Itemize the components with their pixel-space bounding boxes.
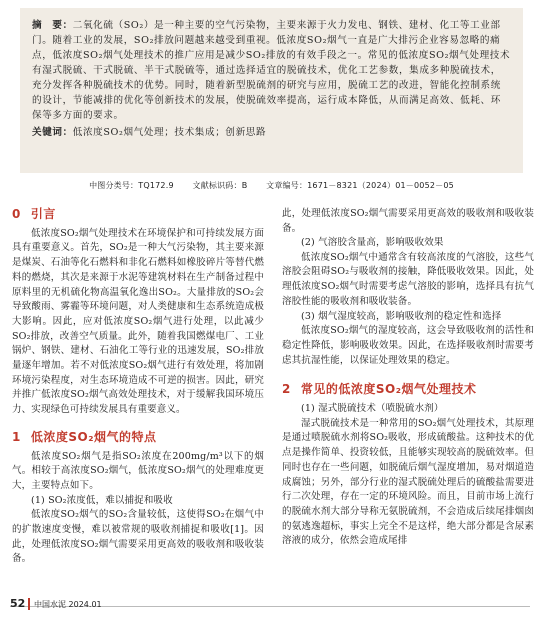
s2-paragraph-1: 湿式脱硫技术是一种常用的SO₂烟气处理技术，其原理是通过喷脱硫水剂将SO₂吸收，形成硫酸盐。这种技术的优点是操作简单、投资较低，且能够实现较高的脱硫效率。但同时也存在一些问题，如脱硫后烟气湿度增加，易对烟道造成腐蚀；另外，部分行业的湿式脱硫处理后的硫酸盐需要进行二次处理，存在一定的环境风险。而且，目前市场上流行的脱硫水剂大部分导称无氨脱硫剂，不会造成后续尾排烟囱的氨逃逸超标，事实上完全不是这样，绝大部分都是含尿素溶液的成分，依然会造成尾排: [282, 417, 534, 547]
section-title: 低浓度SO₂烟气的特点: [30, 429, 157, 444]
intro-paragraph: 低浓度SO₂烟气处理技术在环境保护和可持续发展方面具有重要意义。首先，SO₂是一种大气污染物，其主要来源是煤炭、石油等化石燃料和非化石燃料如橡胶碎片等替代燃料的燃烧，其次是来源于水泥等建筑材料在生产制备过程中原料里的无机硫化物高温氧化逸出SO₂。大量排放的SO₂会导致酸雨、雾霾等环境问题，对人类健康和生态系统造成极大影响。因此，应对低浓度SO₂烟气进行处理，以此减少SO₂排放，改善空气质量。此外，随着我国燃煤电厂、工业锅炉、钢铁、建材、石油化工等行业的迅速发展，SO₂排放量逐年增加。若不对低浓度SO₂烟气进行有效处理，将加剧环境污染程度，对生态环境造成不可逆的损害。因此，研究并推广低浓度SO₂烟气高效处理技术，对于缓解我国环境压力、实现绿色可持续发展具有重要意义。: [12, 227, 264, 416]
s1-paragraph-3: 低浓度SO₂烟气中通常含有较高浓度的气溶胶，这些气溶胶会阻碍SO₂与吸收剂的接触，降低吸收效果。因此，处理低浓度SO₂烟气时需要考虑气溶胶的影响，选择具有抗气溶胶性能的吸收剂和吸收装备。: [282, 251, 534, 307]
section-heading-2: [282, 382, 534, 397]
keywords-text: 低浓度SO₂烟气处理；技术集成；创新思路: [72, 127, 267, 138]
section-number: 0: [12, 207, 21, 221]
abstract-paragraph: [32, 18, 511, 123]
s2-subheading-1: (1) 湿式脱硫技术（喷脱硫水剂）: [301, 403, 444, 415]
section-heading-1: [12, 430, 264, 445]
left-column: [12, 207, 264, 565]
journal-name: 中国水泥 2024.01: [34, 600, 102, 609]
article-number: 文章编号：1671－8321（2024）01－0052－05: [266, 181, 454, 190]
abstract-text: 二氧化硫（SO₂）是一种主要的空气污染物，主要来源于火力发电、钢铁、建材、化工等工业部门。随着工业的发展，SO₂排放问题越来越受到重视。低浓度SO₂烟气一直是广大排污企业容易忽略的痛点，低浓度SO₂烟气处理技术的推广应用是减少SO₂排放的有效手段之一。常见的低浓度SO₂烟气处理技术有湿式脱硫、干式脱硫、半干式脱硫等，通过选择适宜的脱硫技术，优化工艺参数，集成多种脱硫技术，充分发挥各种脱硫技术的优势。同时，随着新型脱硫剂的研究与应用，脱硫工艺的改进，智能化控制系统的设计，节能减排的优化等创新技术的发展，使脱硫效率提高，运行成本降低，从而满足高效、低耗、环保等多方面的要求。: [32, 20, 511, 121]
s1-subheading-2: (2) 气溶胶含量高，影响吸收效果: [301, 237, 444, 248]
clc-number: 中图分类号：TQ172.9: [89, 181, 174, 190]
page-footer: [0, 594, 543, 627]
s1-paragraph-4: 低浓度SO₂烟气的湿度较高，这会导致吸收剂的活性和稳定性降低，影响吸收效果。因此，在选择吸收剂时需要考虑其抗湿性能，以保证处理效果的稳定。: [282, 325, 534, 366]
abstract-box: [20, 8, 523, 173]
footer-accent-bar: [28, 598, 30, 610]
section-number: 2: [282, 382, 291, 397]
s1-paragraph-1: 低浓度SO₂烟气是指SO₂浓度在200mg/m³以下的烟气。相较于高浓度SO₂烟气，低浓度SO₂烟气的处理难度更大，主要特点如下。: [12, 450, 264, 491]
s1-paragraph-2-cont: 此，处理低浓度SO₂烟气需要采用更高效的吸收剂和吸收装备。: [282, 208, 534, 234]
abstract-label: 摘 要：: [32, 20, 73, 31]
document-code: 文献标识码：B: [192, 181, 248, 190]
page-number: 52: [10, 597, 26, 610]
keywords-line: [32, 125, 511, 140]
section-heading-intro: [12, 207, 264, 222]
s1-subheading-1: (1) SO₂浓度低，难以捕捉和吸收: [31, 494, 173, 506]
s1-paragraph-2: 低浓度SO₂烟气的SO₂含量较低，这使得SO₂在烟气中的扩散速度变慢，难以被常规的吸收剂捕捉和吸收[1]。因此，处理低浓度SO₂烟气需要采用更高效的吸收剂和吸收装备。: [12, 509, 264, 565]
section-title: 引言: [30, 207, 56, 221]
section-number: 1: [12, 429, 21, 444]
keywords-label: 关键词：: [32, 127, 73, 138]
right-column: [282, 207, 534, 550]
article-meta: [0, 180, 543, 191]
section-title: 常见的低浓度SO₂烟气处理技术: [300, 382, 477, 397]
s1-subheading-3: (3) 烟气湿度较高，影响吸收剂的稳定性和选择: [301, 310, 502, 322]
